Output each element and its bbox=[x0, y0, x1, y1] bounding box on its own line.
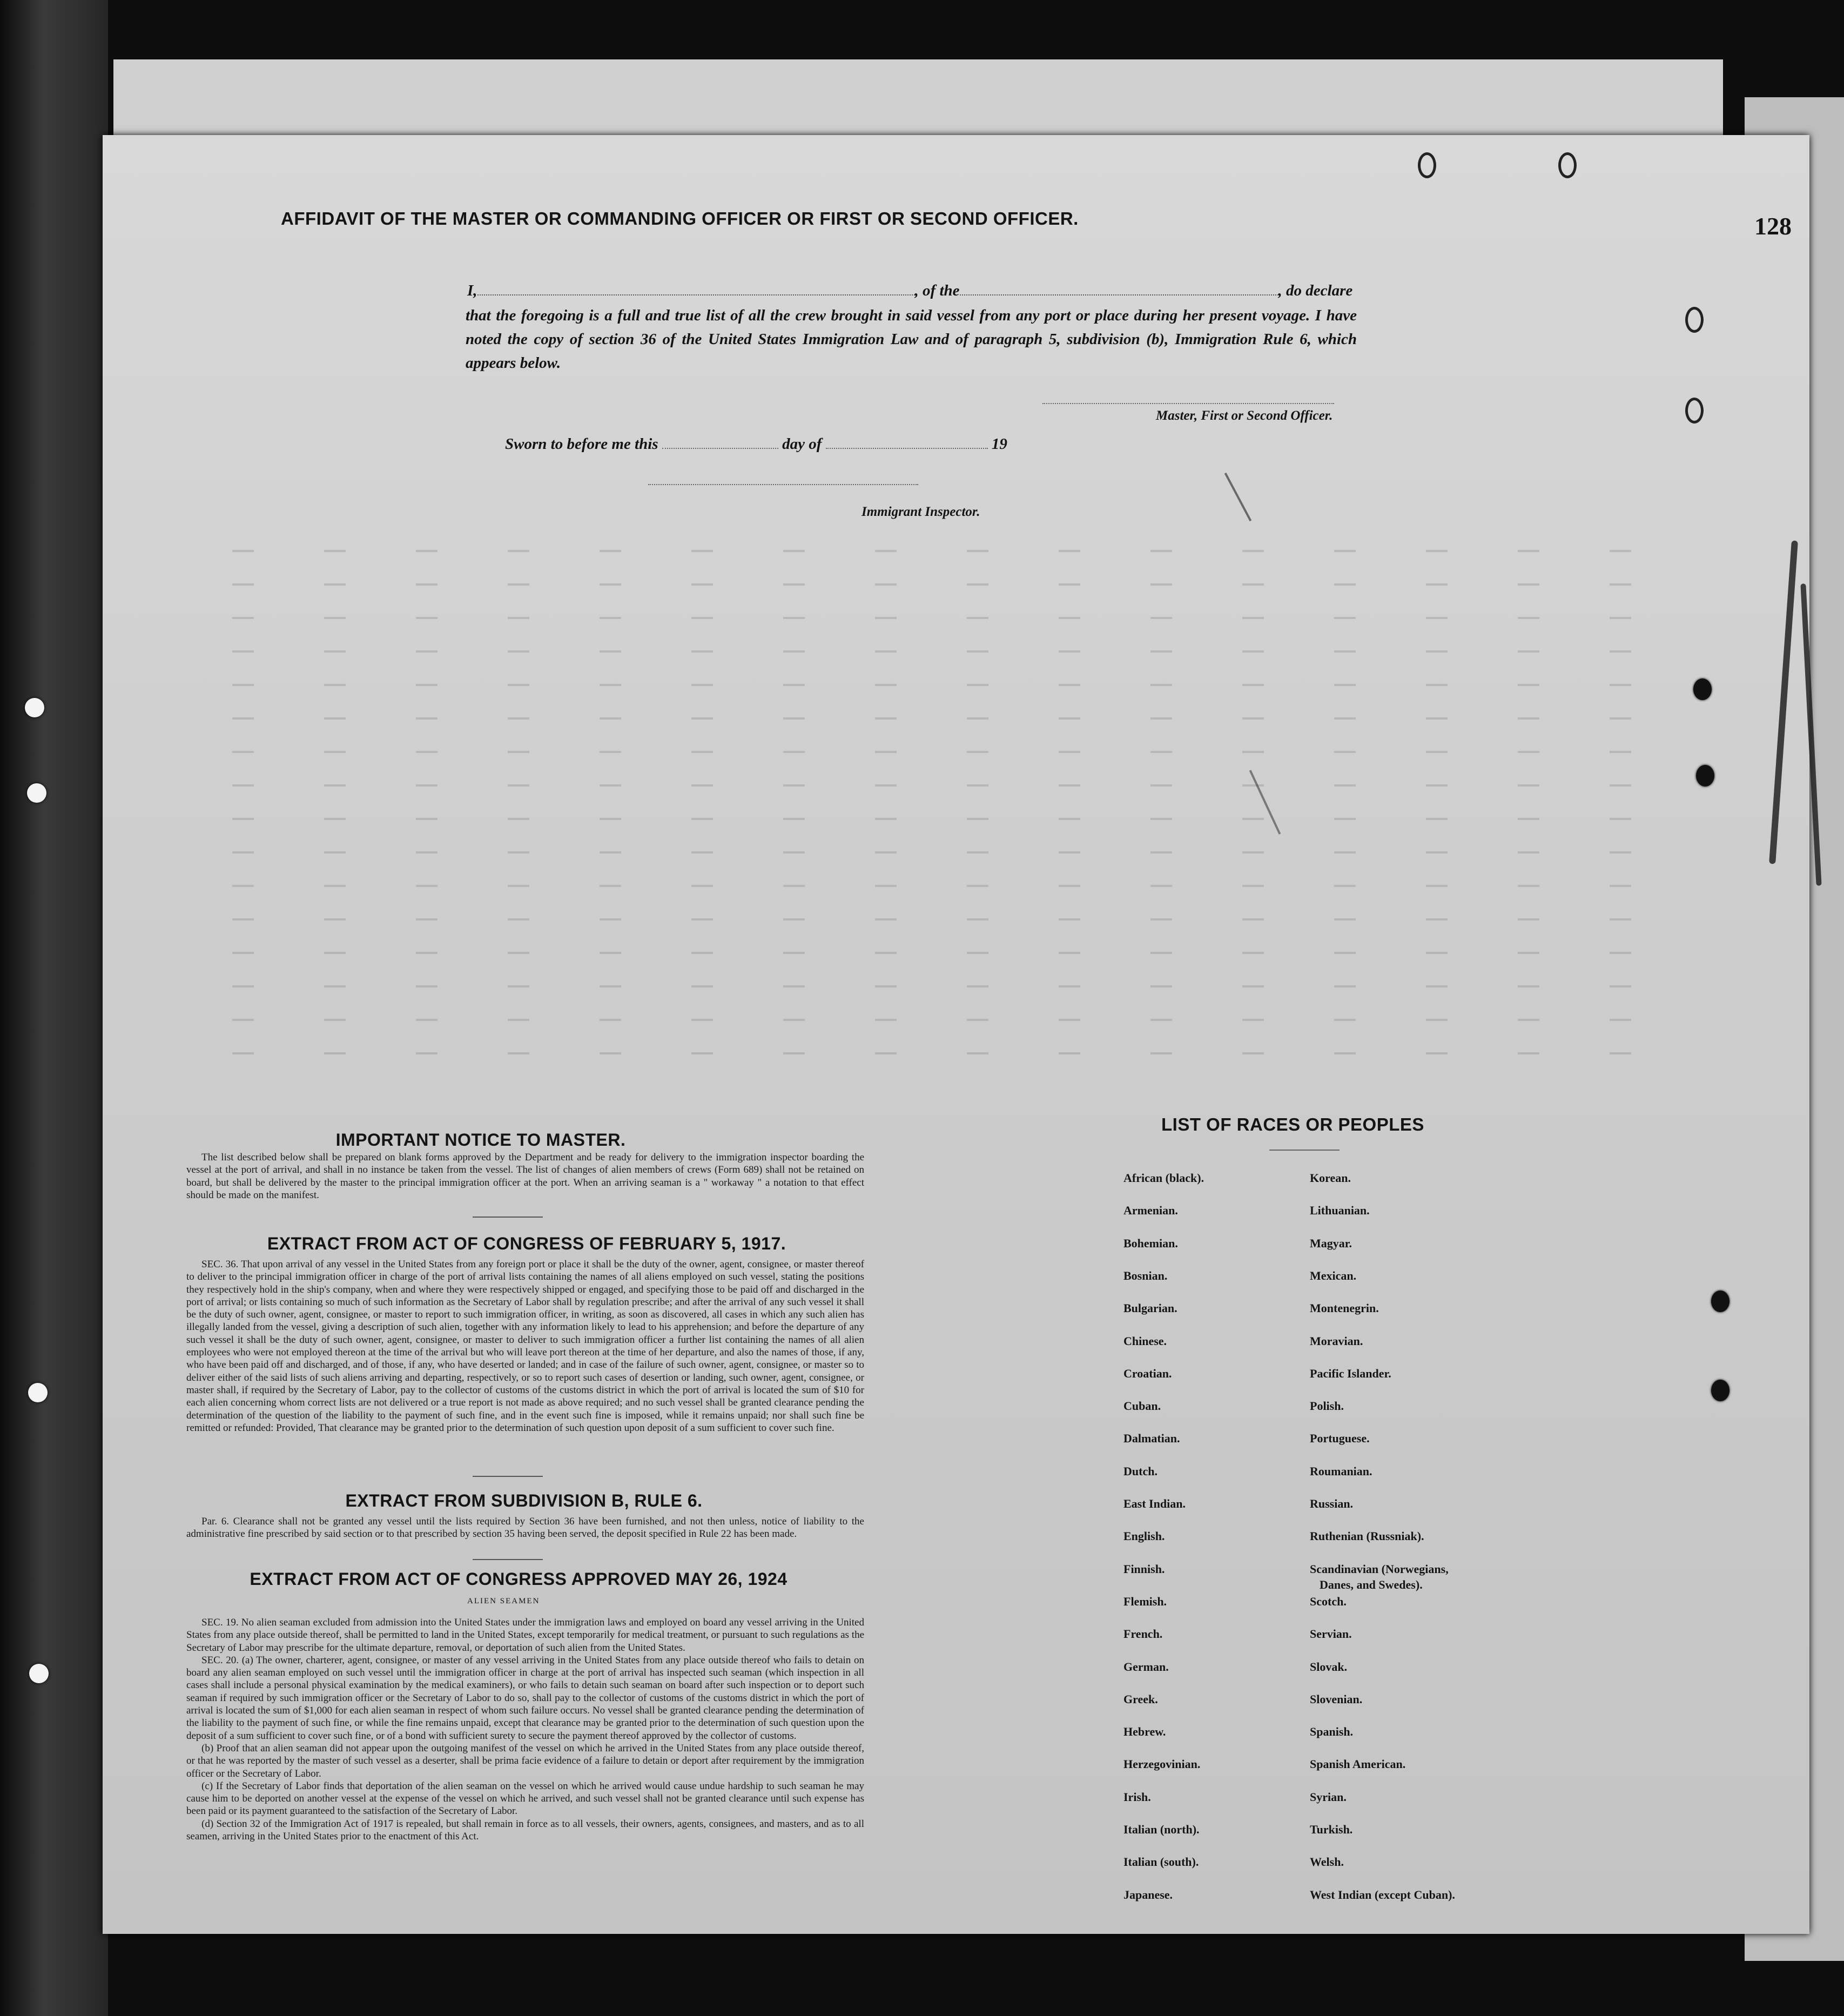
extract-1924-title: EXTRACT FROM ACT OF CONGRESS APPROVED MAY 26, 1924 bbox=[250, 1569, 788, 1589]
race-item: Greek. bbox=[1123, 1692, 1158, 1706]
divider bbox=[473, 1217, 543, 1218]
race-item: Scotch. bbox=[1310, 1594, 1347, 1608]
race-item: Irish. bbox=[1123, 1790, 1151, 1804]
race-item: Slovak. bbox=[1310, 1659, 1348, 1674]
race-item: Cuban. bbox=[1123, 1399, 1161, 1413]
race-item: Dutch. bbox=[1123, 1464, 1157, 1478]
bleed-through-row bbox=[232, 617, 1637, 619]
sworn-day-of: day of bbox=[782, 435, 822, 453]
race-item: Roumanian. bbox=[1310, 1464, 1372, 1478]
bleed-through-row bbox=[232, 818, 1637, 820]
extract-1924-sec20b: (b) Proof that an alien seaman did not appear upon the outgoing manifest of the vessel on which he arrived in the United States from any place outside thereof, or that he was reported by the master of such vessel as a deserter, shall be prima facie evidence of a failure to detain or deport after requirement by the immigration officer or the Secretary of Labor. bbox=[186, 1742, 864, 1779]
race-item: African (black). bbox=[1123, 1171, 1204, 1185]
bleed-through-row bbox=[232, 851, 1637, 854]
page-number: 128 bbox=[1754, 212, 1792, 240]
race-item: West Indian (except Cuban). bbox=[1310, 1887, 1455, 1901]
divider bbox=[473, 1476, 543, 1477]
race-item: Lithuanian. bbox=[1310, 1204, 1370, 1218]
race-item: Italian (north). bbox=[1123, 1823, 1200, 1836]
race-item: Portuguese. bbox=[1310, 1432, 1370, 1446]
bleed-through-row bbox=[232, 952, 1637, 954]
race-item: Moravian. bbox=[1310, 1334, 1363, 1348]
race-item: Finnish. bbox=[1123, 1562, 1165, 1576]
race-item: Magyar. bbox=[1310, 1236, 1352, 1250]
race-item: Armenian. bbox=[1123, 1204, 1178, 1218]
bleed-through-row bbox=[232, 885, 1637, 887]
race-item: Spanish American. bbox=[1310, 1757, 1406, 1771]
bleed-through-row bbox=[232, 550, 1637, 552]
declaration-line bbox=[467, 282, 1352, 300]
declaration-prefix: I, bbox=[467, 282, 477, 299]
declaration-text: that the foregoing is a full and true list of all the crew brought in said vessel from any port or place during her present voyage. I have noted the copy of section 36 of the United States Immigration Law and of paragraph 5, subdivision (b), Immigration Rule 6, which appears below. bbox=[466, 307, 1357, 372]
punch-hole bbox=[1558, 152, 1577, 178]
extract-1917-text bbox=[186, 1258, 864, 1434]
name-field[interactable] bbox=[477, 283, 915, 295]
bleed-through-row bbox=[232, 684, 1637, 686]
extract-rule6-text bbox=[186, 1515, 864, 1541]
affidavit-title: AFFIDAVIT OF THE MASTER OR COMMANDING OFFICER OR FIRST OR SECOND OFFICER. bbox=[281, 209, 1079, 229]
extract-rule6-title: EXTRACT FROM SUBDIVISION B, RULE 6. bbox=[345, 1491, 703, 1510]
signature-label: Master, First or Second Officer. bbox=[1156, 408, 1333, 423]
declaration-of-the: , of the bbox=[914, 282, 960, 299]
scan-left-border bbox=[0, 0, 108, 2016]
notice-paragraph: The list described below shall be prepared on blank forms approved by the Department and be ready for delivery to the immigration inspector boarding the vessel at the port of arrival, and shall in no instance be taken from the vessel. The list of changes of alien members of crews (Form 689) shall not be retained on board, but shall be delivered by the master to the principal immigration officer at the port. When an arriving seaman is a " workaway " a notation to that effect should be made on the manifest. bbox=[186, 1152, 864, 1201]
race-item: Slovenian. bbox=[1310, 1692, 1363, 1706]
race-item: Japanese. bbox=[1123, 1887, 1173, 1901]
extract-1917-paragraph: SEC. 36. That upon arrival of any vessel in the United States from any foreign port or place it shall be the duty of the owner, agent, consignee, or master thereof to deliver to the principal immigration officer in charge of the port of arrival lists containing the names of all aliens employed on such vessel, stating the positions they respectively hold in the ship's company, when and where they were respectively shipped or engaged, and specifying those to be paid off and discharged in the port of arrival; or lists containing so much of such information as the Secretary of Labor shall by regulation prescribe; and after the arrival of any such vessel it shall be the duty of such owner, agent, consignee, or master to report to such immigration officer, in writing, as soon as discovered, all cases in which any such alien has illegally landed from the vessel, giving a description of such alien, together with any information likely to lead to his apprehension; and before the departure of any such vessel it shall be the duty of such owner, agent, consignee, or master to deliver to such immigration officer a further list containing the names of all alien employees who were not employed thereon at the time of the arrival but who will leave port thereon at the time of her departure, and also the names of those, if any, who have been paid off and discharged, and of those, if any, who have deserted or landed; and in case of the failure of such owner, agent, consignee, or master so to deliver either of the said lists of such aliens arriving and departing, respectively, or so to report such cases of desertion or landing, such owner, agent, consignee, or master shall, if required by the Secretary of Labor, pay to the collector of customs of the customs district in which the port of arrival is located the sum of $10 for each alien concerning whom correct lists are not delivered or a true report is not made as above required; and no such vessel shall be granted clearance pending the determination of the question of the liability to the payment of such fine, and in the event such fine is imposed, while it remains unpaid; nor shall such fine be remitted or refunded: Provided, That clearance may be granted prior to the determination of such question upon deposit of a sum sufficient to cover such fine. bbox=[186, 1259, 864, 1434]
bleed-through-row bbox=[232, 717, 1637, 720]
extract-1924-sec20c: (c) If the Secretary of Labor finds that deportation of the alien seaman on the vessel on which he arrived would cause undue hardship to such seaman he may cause him to be deported on another vessel at the expense of the vessel on which he arrived, and such vessel shall not be granted clearance until such expense has been paid or its payment guaranteed to the satisfaction of the Secretary of Labor. bbox=[186, 1780, 864, 1817]
race-item: Pacific Islander. bbox=[1310, 1366, 1391, 1380]
race-item: Mexican. bbox=[1310, 1268, 1357, 1282]
punch-hole bbox=[1418, 152, 1436, 178]
races-title: LIST OF RACES OR PEOPLES bbox=[1161, 1114, 1424, 1134]
bleed-through-row bbox=[232, 583, 1637, 586]
inspector-label: Immigrant Inspector. bbox=[862, 505, 980, 519]
bleed-through-row bbox=[232, 650, 1637, 653]
race-item: Bosnian. bbox=[1123, 1268, 1168, 1282]
extract-1924-sec20d: (d) Section 32 of the Immigration Act of 1917 is repealed, but shall remain in force as to all vessels, their owners, agents, consignees, and masters, and as to all seamen, arriving in the United States prior to the enactment of this Act. bbox=[186, 1818, 864, 1843]
notice-text bbox=[186, 1151, 864, 1201]
bleed-through-row bbox=[232, 985, 1637, 987]
race-item: Montenegrin. bbox=[1310, 1301, 1379, 1315]
extract-1924-sec19: SEC. 19. No alien seaman excluded from admission into the United States under the immigration laws and employed on board any vessel arriving in the United States from any place outside thereof, shall be permitted to land in the United States, except temporarily for medical treatment, or pursuant to such regulations as the Secretary of Labor may prescribe for the ultimate departure, removal, or deportation of such alien from the United States. bbox=[186, 1617, 864, 1654]
binder-hole bbox=[29, 1664, 49, 1683]
race-item: Servian. bbox=[1310, 1627, 1352, 1641]
vessel-field[interactable] bbox=[960, 283, 1278, 295]
punch-hole bbox=[1693, 678, 1712, 700]
punch-hole bbox=[1711, 1380, 1729, 1401]
race-item: Danes, and Swedes). bbox=[1320, 1577, 1423, 1591]
race-item: Ruthenian (Russniak). bbox=[1310, 1529, 1424, 1543]
sworn-line bbox=[505, 435, 1007, 453]
race-item: Flemish. bbox=[1123, 1594, 1167, 1608]
sworn-prefix: Sworn to before me this bbox=[505, 435, 658, 453]
race-item: French. bbox=[1123, 1627, 1163, 1641]
bleed-through-row bbox=[232, 918, 1637, 920]
race-item: Dalmatian. bbox=[1123, 1432, 1180, 1446]
extract-1917-title: EXTRACT FROM ACT OF CONGRESS OF FEBRUARY 5, 1917. bbox=[267, 1234, 786, 1253]
race-item: East Indian. bbox=[1123, 1497, 1186, 1510]
extract-1924-sec20a: SEC. 20. (a) The owner, charterer, agent, consignee, or master of any vessel arriving in the United States from any place outside thereof who fails to detain on board any alien seaman employed on such vessel until the immigration officer in charge at the port of arrival has inspected such seaman (which inspection in all cases shall include a personal physical examination by the medical examiners), or who fails to detain such seaman on board after such inspection or to deport such seaman if required by such immigration officer or the Secretary of Labor to do so, shall pay to the collector of customs of the customs district in which the port of arrival is located the sum of $1,000 for each alien seaman in respect of whom such failure occurs. No vessel shall be granted clearance pending the determination of the liability to the payment of such fine, or while the fine remains unpaid, except that clearance may be granted prior to the determination of such question upon the deposit of a sum sufficient to cover such fine, or of a bond with sufficient surety to secure the payment thereof approved by the collector of customs. bbox=[186, 1654, 864, 1742]
race-item: Italian (south). bbox=[1123, 1855, 1199, 1869]
extract-1924-text bbox=[186, 1616, 864, 1843]
race-item: Welsh. bbox=[1310, 1855, 1344, 1869]
bleed-through-row bbox=[232, 1052, 1637, 1054]
sworn-day-field[interactable] bbox=[662, 448, 778, 449]
divider bbox=[473, 1559, 543, 1560]
race-item: Spanish. bbox=[1310, 1725, 1354, 1739]
extract-1924-subtitle: ALIEN SEAMEN bbox=[467, 1597, 540, 1605]
race-item: Bohemian. bbox=[1123, 1236, 1178, 1250]
bleed-through-row bbox=[232, 1019, 1637, 1021]
signature-line[interactable] bbox=[1042, 403, 1334, 404]
binder-hole bbox=[27, 783, 46, 803]
notice-title: IMPORTANT NOTICE TO MASTER. bbox=[335, 1130, 626, 1150]
sworn-year: 19 bbox=[991, 435, 1007, 453]
race-item: Herzegovinian. bbox=[1123, 1757, 1201, 1771]
binder-hole bbox=[28, 1383, 48, 1402]
race-item: Korean. bbox=[1310, 1171, 1351, 1185]
punch-hole bbox=[1685, 398, 1704, 424]
punch-hole bbox=[1696, 765, 1714, 787]
divider bbox=[1269, 1150, 1340, 1151]
extract-rule6-paragraph: Par. 6. Clearance shall not be granted any vessel until the lists required by Section 36 have been furnished, and not then unless, notice of liability to the administrative fine prescribed by said section or to that prescribed by section 35 having been served, the deposit specified in Rule 22 has been made. bbox=[186, 1516, 864, 1540]
punch-hole bbox=[1685, 307, 1704, 333]
inspector-signature-line[interactable] bbox=[648, 484, 918, 485]
declaration-suffix: , do declare bbox=[1278, 282, 1353, 299]
race-item: German. bbox=[1123, 1659, 1169, 1674]
bleed-through-row bbox=[232, 751, 1637, 753]
race-item: Bulgarian. bbox=[1123, 1301, 1177, 1315]
race-item: Turkish. bbox=[1310, 1823, 1353, 1836]
race-item: Chinese. bbox=[1123, 1334, 1167, 1348]
race-item: Hebrew. bbox=[1123, 1725, 1166, 1739]
race-item: Russian. bbox=[1310, 1497, 1354, 1510]
binder-hole bbox=[25, 698, 44, 717]
race-item: Polish. bbox=[1310, 1399, 1344, 1413]
punch-hole bbox=[1711, 1291, 1729, 1312]
race-item: English. bbox=[1123, 1529, 1165, 1543]
bleed-through-row bbox=[232, 784, 1637, 787]
race-item: Scandinavian (Norwegians, bbox=[1310, 1562, 1449, 1576]
sworn-month-field[interactable] bbox=[826, 448, 988, 449]
race-item: Croatian. bbox=[1123, 1366, 1172, 1380]
race-item: Syrian. bbox=[1310, 1790, 1347, 1804]
